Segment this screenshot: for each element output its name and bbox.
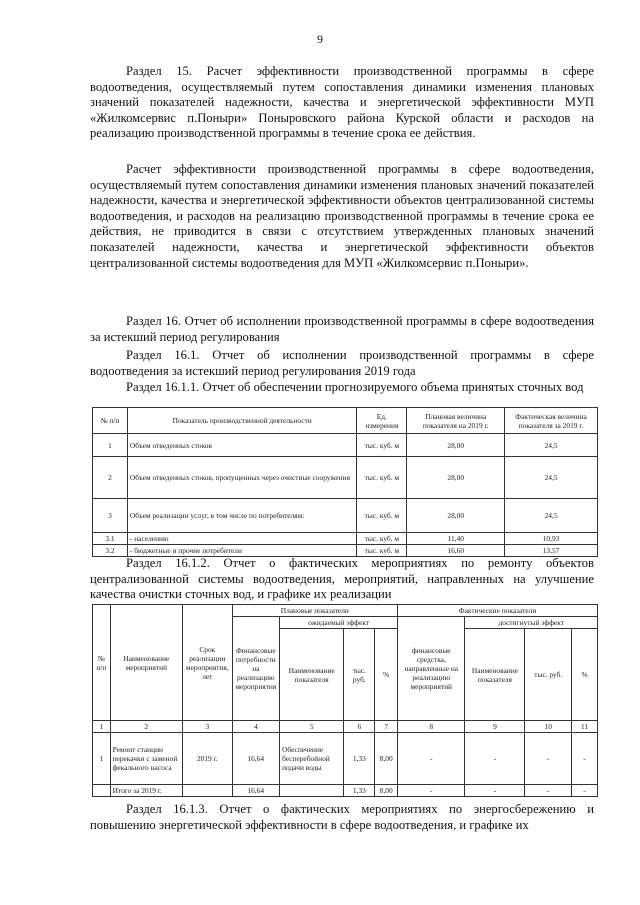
table-cell: 11,40 [407, 533, 505, 545]
table-cell: тыс. куб. м [357, 457, 407, 499]
section-16-1-1-heading: Раздел 16.1.1. Отчет об обеспечении прогнозируемого объема принятых сточных вод [126, 380, 584, 394]
table-cell: 3 [183, 721, 232, 733]
header-cell: № п/п [93, 605, 111, 721]
table-cell: Обеспечение бесперебойной подачи воды [280, 733, 344, 785]
table-cell: 5 [280, 721, 344, 733]
table-cell: 2019 г. [183, 733, 232, 785]
table-cell: 3 [93, 499, 128, 533]
table-total-row [93, 785, 598, 797]
table-cell: 13,57 [505, 545, 598, 557]
table-cell: тыс. куб. м [357, 545, 407, 557]
table-cell: тыс. куб. м [357, 499, 407, 533]
table-cell: 11 [572, 721, 598, 733]
header-cell: Фактическая величина показателя за 2019 г. [505, 408, 598, 434]
table-cell: 24,5 [505, 499, 598, 533]
table-cell: Объем отведенных стоков, пропущенных через очистные сооружения [127, 457, 356, 499]
header-cell: Плановые показатели [232, 605, 398, 617]
table-cell: Итого за 2019 г. [110, 785, 182, 797]
header-cell: Показатель производственной деятельности [127, 408, 356, 434]
table-cell: 16,64 [232, 733, 280, 785]
table-cell: - населению [127, 533, 356, 545]
header-cell: достигнутый эффект [465, 617, 598, 629]
header-cell: Фактические показатели [398, 605, 598, 617]
table-cell: 6 [344, 721, 375, 733]
section-16-1-heading: Раздел 16.1. Отчет об исполнении производственной программы в сфере водоотведения за истекший период регулирования 2019 года [90, 348, 594, 378]
table-cell: 16,64 [232, 785, 280, 797]
section-16-1-2-heading: Раздел 16.1.2. Отчет о фактических мероприятиях по ремонту объектов централизованной системы водоотведения, мероприятий, направленных на улучшение качества очистки сточных вод, и графике их реализации [90, 556, 594, 602]
header-cell: % [375, 629, 398, 721]
table-cell: 3.1 [93, 533, 128, 545]
table-row [93, 733, 598, 785]
page-number: 9 [317, 32, 323, 46]
header-cell: Наименование показателя [280, 629, 344, 721]
table-row [93, 434, 598, 457]
table-cell: 3.2 [93, 545, 128, 557]
table-cell: - [465, 733, 525, 785]
table-cell: 8,00 [375, 733, 398, 785]
table-cell: - [525, 785, 572, 797]
table-cell: 28,00 [407, 457, 505, 499]
header-cell: тыс. руб. [525, 629, 572, 721]
table-cell: 4 [232, 721, 280, 733]
table-cell: 9 [465, 721, 525, 733]
table-cell: - [572, 785, 598, 797]
table-cell: 1,33 [344, 785, 375, 797]
table-cell: 2 [110, 721, 182, 733]
header-cell: Финансовые потребности на реализацию мероприятия [232, 617, 280, 721]
header-cell: Ед. измерения [357, 408, 407, 434]
table-cell: 16,60 [407, 545, 505, 557]
table-cell: Объем реализации услуг, в том числе по потребителям: [127, 499, 356, 533]
table-cell: 1 [93, 733, 111, 785]
table-cell: 1 [93, 721, 111, 733]
table-cell: - [572, 733, 598, 785]
table-cell: 1 [93, 434, 128, 457]
repair-measures-table [92, 604, 598, 797]
table-cell: тыс. куб. м [357, 533, 407, 545]
table-row [93, 499, 598, 533]
table-cell: 24,5 [505, 457, 598, 499]
table-cell: Ремонт станции перекачки с заменой фекального насоса [110, 733, 182, 785]
header-cell: Наименование показателя [465, 629, 525, 721]
table-cell: - [465, 785, 525, 797]
section-15-heading: Раздел 15. Расчет эффективности производственной программы в сфере водоотведения, осуществляемый путем сопоставления динамики изменения плановых значений показателей надежности, качества и энергетической эффективности МУП «Жилкомсервис п.Поныри» Поныровского района Курской области и расходов на реализацию производственной программы в течение срока ее действия. [90, 64, 594, 141]
header-cell: тыс. руб. [344, 629, 375, 721]
header-cell: Плановая величина показателя на 2019 г. [407, 408, 505, 434]
table-cell: Объем отведенных стоков [127, 434, 356, 457]
table-cell: - [398, 733, 465, 785]
table-cell: 7 [375, 721, 398, 733]
table-cell: 28,00 [407, 434, 505, 457]
header-cell: финансовые средства, направленные на реализацию мероприятий [398, 617, 465, 721]
table-row [93, 545, 598, 557]
table-cell: тыс. куб. м [357, 434, 407, 457]
table-cell: 10,93 [505, 533, 598, 545]
table-cell: 8 [398, 721, 465, 733]
header-cell: Наименование мероприятий [110, 605, 182, 721]
table-cell: 28,00 [407, 499, 505, 533]
table-cell: 24,5 [505, 434, 598, 457]
table-cell: - [525, 733, 572, 785]
table-cell: - бюджетные и прочие потребители [127, 545, 356, 557]
table-cell: 1,33 [344, 733, 375, 785]
header-cell: % [572, 629, 598, 721]
table-row [93, 457, 598, 499]
section-16-heading: Раздел 16. Отчет об исполнении производственной программы в сфере водоотведения за истекший период регулирования [90, 314, 594, 344]
table-row [93, 533, 598, 545]
table-cell: 10 [525, 721, 572, 733]
section-16-1-3-heading: Раздел 16.1.3. Отчет о фактических мероприятиях по энергосбережению и повышению энергетической эффективности в сфере водоотведения, и графике их [90, 802, 594, 832]
header-cell: Срок реализации мероприятия, лет [183, 605, 232, 721]
sewage-volume-table [92, 407, 598, 557]
header-cell: ожидаемый эффект [280, 617, 398, 629]
section-15-body: Расчет эффективности производственной программы в сфере водоотведения, осуществляемый путем сопоставления динамики изменения плановых значений показателей надежности, качества и энергетической эффективности объектов централизованной системы водоотведения, и расходов на реализацию производственной программы в течение срока ее действия, не приводится в связи с отсутствием утвержденных плановых значений показателей надежности, качества и энергетической эффективности объектов централизованной системы водоотведения для МУП «Жилкомсервис п.Поныри». [90, 162, 594, 270]
column-number-row [93, 721, 598, 733]
table-cell: - [398, 785, 465, 797]
table-header-row [93, 408, 598, 434]
header-cell: № п/п [93, 408, 128, 434]
table-cell: 8,00 [375, 785, 398, 797]
table-cell: 2 [93, 457, 128, 499]
